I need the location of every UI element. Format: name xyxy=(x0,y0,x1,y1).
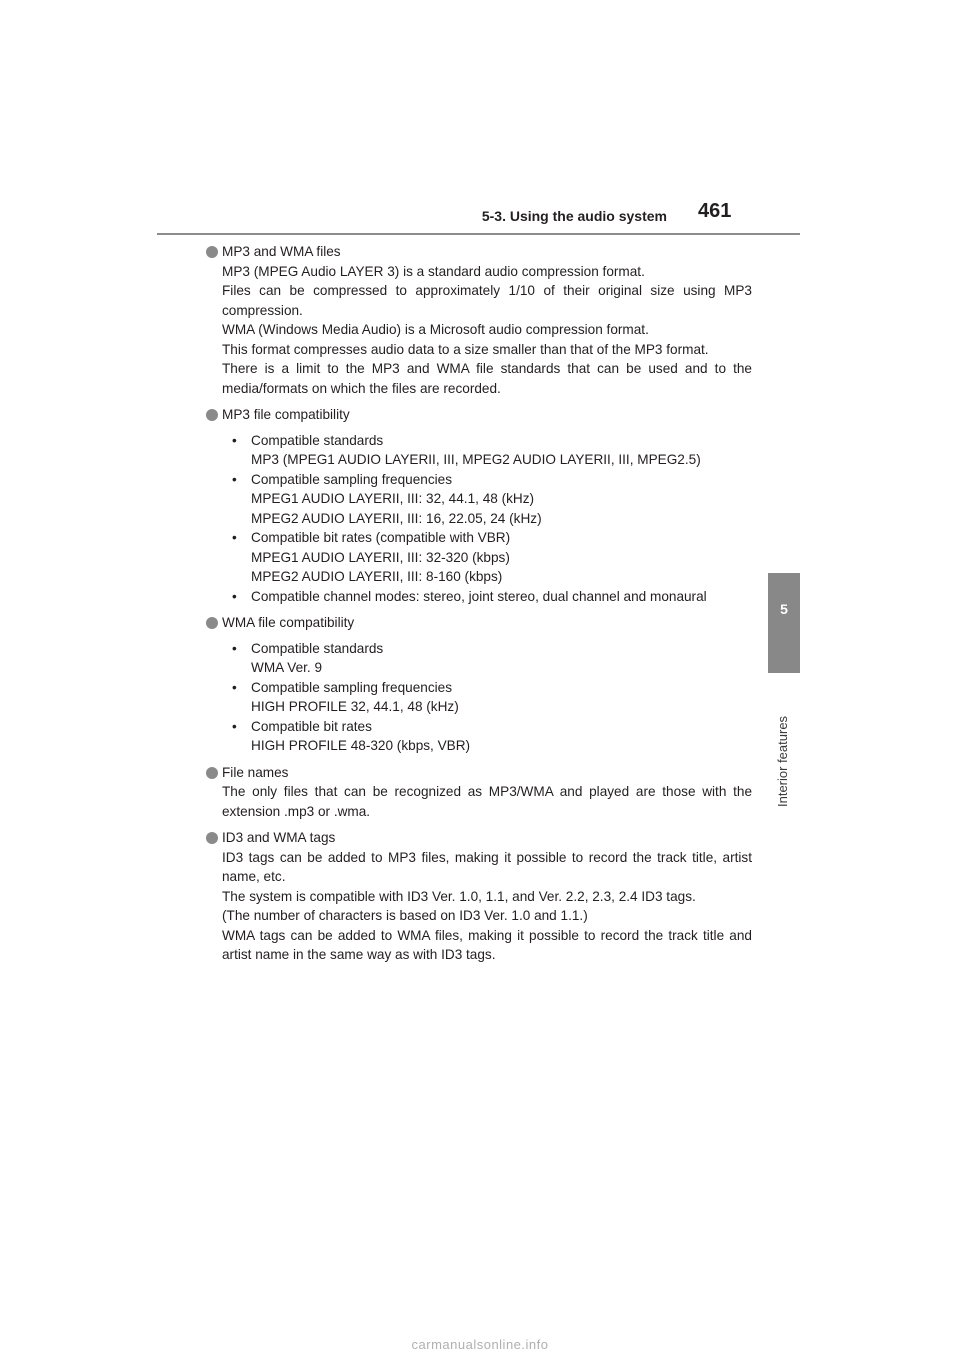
section-heading xyxy=(206,763,736,783)
list-bullet: • xyxy=(232,471,237,487)
item-value: HIGH PROFILE 48-320 (kbps, VBR) xyxy=(251,738,471,753)
item-value: HIGH PROFILE 32, 44.1, 48 (kHz) xyxy=(251,699,459,714)
item-label: Compatible sampling frequencies xyxy=(251,679,452,695)
page-header xyxy=(0,0,960,240)
item-label: Compatible bit rates xyxy=(251,718,372,734)
item-label: Compatible standards xyxy=(251,640,384,656)
item-label: Compatible bit rates (compatible with VBR) xyxy=(251,530,511,545)
section-heading-text: WMA file compatibility xyxy=(222,615,355,630)
list-item xyxy=(222,431,752,470)
item-list xyxy=(222,431,752,607)
list-item xyxy=(222,587,752,607)
item-label: Compatible standards xyxy=(251,432,384,448)
item-value: WMA Ver. 9 xyxy=(251,660,323,675)
list-bullet: • xyxy=(232,588,237,604)
section-wma-compatibility xyxy=(222,613,752,756)
item-value: MP3 (MPEG1 AUDIO LAYERII, III, MPEG2 AUDIO LAYERII, III, MPEG2.5) xyxy=(251,452,701,467)
section-mp3-wma-files xyxy=(222,242,752,398)
list-item xyxy=(222,639,752,678)
page-content xyxy=(222,242,752,972)
section-heading xyxy=(206,828,736,848)
paragraph: The only files that can be recognized as MP3/WMA and played are those with the extension .mp3 or .wma. xyxy=(222,784,752,819)
list-bullet: • xyxy=(232,640,237,656)
item-label: Compatible sampling frequencies xyxy=(251,471,452,487)
section-heading-text: MP3 and WMA files xyxy=(222,244,341,259)
item-label: Compatible channel modes: stereo, joint stereo, dual channel and monaural xyxy=(251,588,707,604)
item-list xyxy=(222,639,752,756)
section-heading xyxy=(206,613,736,633)
bullet-circle-icon xyxy=(206,767,218,779)
item-value: MPEG2 AUDIO LAYERII, III: 16, 22.05, 24 (kHz) xyxy=(251,510,542,526)
item-value: MPEG2 AUDIO LAYERII, III: 8-160 (kbps) xyxy=(251,569,503,584)
bullet-circle-icon xyxy=(206,617,218,629)
section-id3-wma-tags xyxy=(222,828,752,965)
header-divider xyxy=(157,233,800,235)
section-heading xyxy=(206,405,736,425)
paragraph: WMA tags can be added to WMA files, making it possible to record the track title and artist name in the same way as with ID3 tags. xyxy=(222,927,752,962)
paragraph: MP3 (MPEG Audio LAYER 3) is a standard audio compression format. xyxy=(222,263,645,279)
paragraph: (The number of characters is based on ID3 Ver. 1.0 and 1.1.) xyxy=(222,908,588,923)
list-item xyxy=(222,528,752,587)
section-file-names xyxy=(222,763,752,822)
bullet-circle-icon xyxy=(206,832,218,844)
paragraph: ID3 tags can be added to MP3 files, making it possible to record the track title, artist name, etc. xyxy=(222,849,752,884)
section-heading-text: MP3 file compatibility xyxy=(222,407,350,422)
bullet-circle-icon xyxy=(206,409,218,421)
paragraph: Files can be compressed to approximately 1/10 of their original size using MP3 compression. xyxy=(222,283,752,318)
paragraph: This format compresses audio data to a size smaller than that of the MP3 format. xyxy=(222,341,709,357)
chapter-label: Interior features xyxy=(775,715,790,807)
item-value: MPEG1 AUDIO LAYERII, III: 32, 44.1, 48 (kHz) xyxy=(251,491,535,506)
list-item xyxy=(222,717,752,756)
section-heading-text: ID3 and WMA tags xyxy=(222,830,336,845)
list-item xyxy=(222,470,752,529)
chapter-number-box xyxy=(768,573,800,673)
list-bullet: • xyxy=(232,679,237,695)
chapter-side-tab xyxy=(768,573,800,810)
section-title: 5-3. Using the audio system xyxy=(481,208,667,224)
bullet-circle-icon xyxy=(206,246,218,258)
list-bullet: • xyxy=(232,432,237,448)
chapter-number: 5 xyxy=(780,601,788,617)
section-mp3-compatibility xyxy=(222,405,752,606)
section-heading-text: File names xyxy=(222,764,289,780)
list-bullet: • xyxy=(232,530,237,545)
list-item xyxy=(222,678,752,717)
list-bullet: • xyxy=(232,718,237,734)
watermark-text: carmanualsonline.info xyxy=(411,1337,549,1352)
item-value: MPEG1 AUDIO LAYERII, III: 32-320 (kbps) xyxy=(251,549,510,565)
paragraph: There is a limit to the MP3 and WMA file standards that can be used and to the media/formats on which the files are recorded. xyxy=(222,361,752,396)
page-number: 461 xyxy=(698,200,732,222)
paragraph: WMA (Windows Media Audio) is a Microsoft audio compression format. xyxy=(222,322,649,337)
paragraph: The system is compatible with ID3 Ver. 1.0, 1.1, and Ver. 2.2, 2.3, 2.4 ID3 tags. xyxy=(222,888,696,904)
section-heading xyxy=(206,242,736,262)
